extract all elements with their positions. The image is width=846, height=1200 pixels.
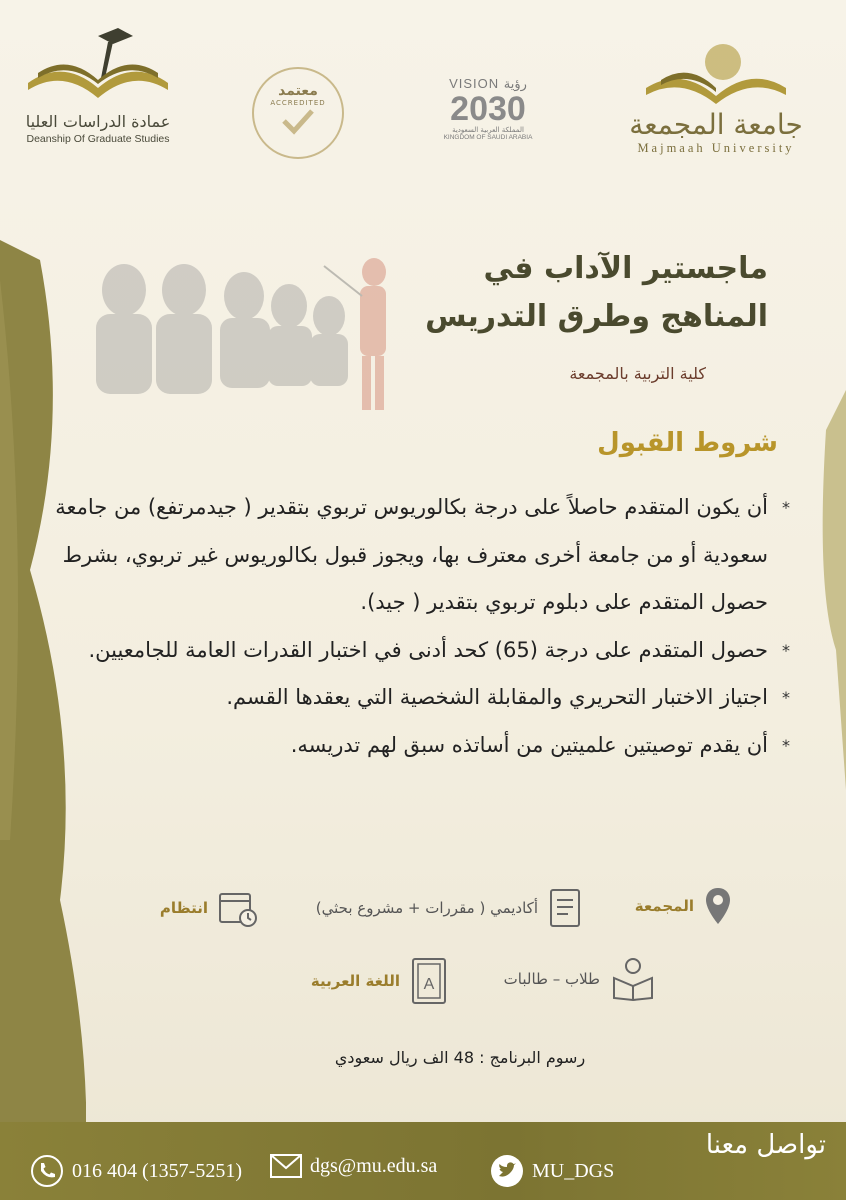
program-title-line1: ماجستير الآداب في — [483, 251, 768, 286]
condition-text: حصول المتقدم على درجة (65) كحد أدنى في اختبار القدرات العامة للجامعيين. — [88, 637, 768, 662]
admission-title: شروط القبول — [597, 428, 778, 458]
info-location — [635, 886, 732, 926]
decorative-right-band — [816, 390, 846, 790]
university-logo — [600, 40, 832, 165]
info-program-type — [316, 888, 584, 928]
vision-title-en: VISION — [449, 76, 500, 91]
condition-item — [50, 484, 790, 627]
info-language — [311, 956, 448, 1006]
twitter-icon — [490, 1154, 524, 1188]
program-title-line2: المناهج وطرق التدريس — [425, 299, 768, 334]
twitter-handle: MU_DGS — [532, 1159, 615, 1182]
info-study-mode — [160, 888, 258, 928]
vision-sub-ar: المملكة العربية السعودية — [452, 126, 524, 134]
checkmark-icon — [278, 107, 318, 137]
location-label: المجمعة — [634, 897, 694, 915]
bullet-star-icon: * — [782, 688, 790, 707]
footer — [0, 1122, 846, 1200]
student-reading-icon — [610, 956, 656, 1002]
calendar-clock-icon — [218, 888, 258, 928]
university-name-ar: جامعة المجمعة — [629, 108, 803, 141]
accreditation-seal — [252, 67, 344, 159]
condition-item — [50, 722, 790, 770]
open-book-icon — [23, 28, 173, 106]
condition-item — [50, 627, 790, 675]
vision-title-ar: رؤية — [503, 76, 527, 91]
program-type-label: أكاديمي ( مقررات + مشروع بحثي) — [315, 899, 538, 917]
language-label: اللغة العربية — [310, 972, 400, 990]
envelope-icon — [270, 1154, 302, 1178]
university-name-en: Majmaah University — [637, 141, 795, 155]
location-pin-icon — [704, 886, 732, 926]
program-fees: رسوم البرنامج : 48 الف ريال سعودي — [334, 1048, 586, 1067]
study-mode-label: انتظام — [159, 899, 208, 917]
bullet-star-icon: * — [782, 735, 790, 755]
college-name: كلية التربية بالمجمعة — [569, 364, 706, 383]
university-book-icon — [641, 40, 791, 106]
contact-twitter[interactable] — [490, 1154, 614, 1188]
program-title — [368, 245, 768, 341]
dgs-name-en: Deanship Of Graduate Studies — [26, 133, 170, 145]
vision-sub-en: KINGDOM OF SAUDI ARABIA — [443, 134, 533, 141]
condition-item — [50, 674, 790, 722]
contact-title: تواصل معنا — [705, 1130, 826, 1160]
email-address: dgs@mu.edu.sa — [310, 1154, 438, 1177]
students-label: طلاب – طالبات — [503, 970, 600, 988]
condition-text: أن يقدم توصيتين علميتين من أساتذه سبق لهم تدريسه. — [290, 732, 768, 757]
document-checklist-icon — [548, 888, 584, 928]
admission-conditions — [50, 484, 790, 769]
book-letter-icon — [410, 956, 448, 1006]
contact-email[interactable] — [270, 1154, 437, 1178]
vision-2030-logo — [430, 76, 546, 162]
bullet-star-icon: * — [782, 640, 790, 660]
condition-text: أن يكون المتقدم حاصلاً على درجة بكالوريوس تربوي بتقدير ( جيدمرتفع) من جامعة سعودية أو من جامعة أخرى معترف بها، ويجوز قبول بكالوريوس غير تربوي، بشرط حصول المتقدم على دبلوم تربوي بتقدير ( جيد). — [55, 495, 768, 614]
contact-phone[interactable] — [30, 1154, 242, 1188]
vision-year: 2030 — [450, 90, 526, 128]
phone-icon — [30, 1154, 64, 1188]
info-students — [504, 956, 656, 1002]
condition-text: اجتياز الاختبار التحريري والمقابلة الشخصية التي يعقدها القسم. — [226, 685, 768, 709]
accreditation-label-en: ACCREDITED — [270, 99, 326, 107]
bullet-star-icon: * — [782, 498, 790, 517]
classroom-illustration — [84, 250, 394, 420]
accreditation-label-ar: معتمد — [278, 83, 318, 99]
svg-text:A: A — [423, 976, 435, 993]
dgs-logo — [18, 28, 178, 163]
phone-number: 016 404 (1357-5251) — [72, 1159, 242, 1182]
dgs-name-ar: عمادة الدراسات العليا — [25, 112, 171, 131]
